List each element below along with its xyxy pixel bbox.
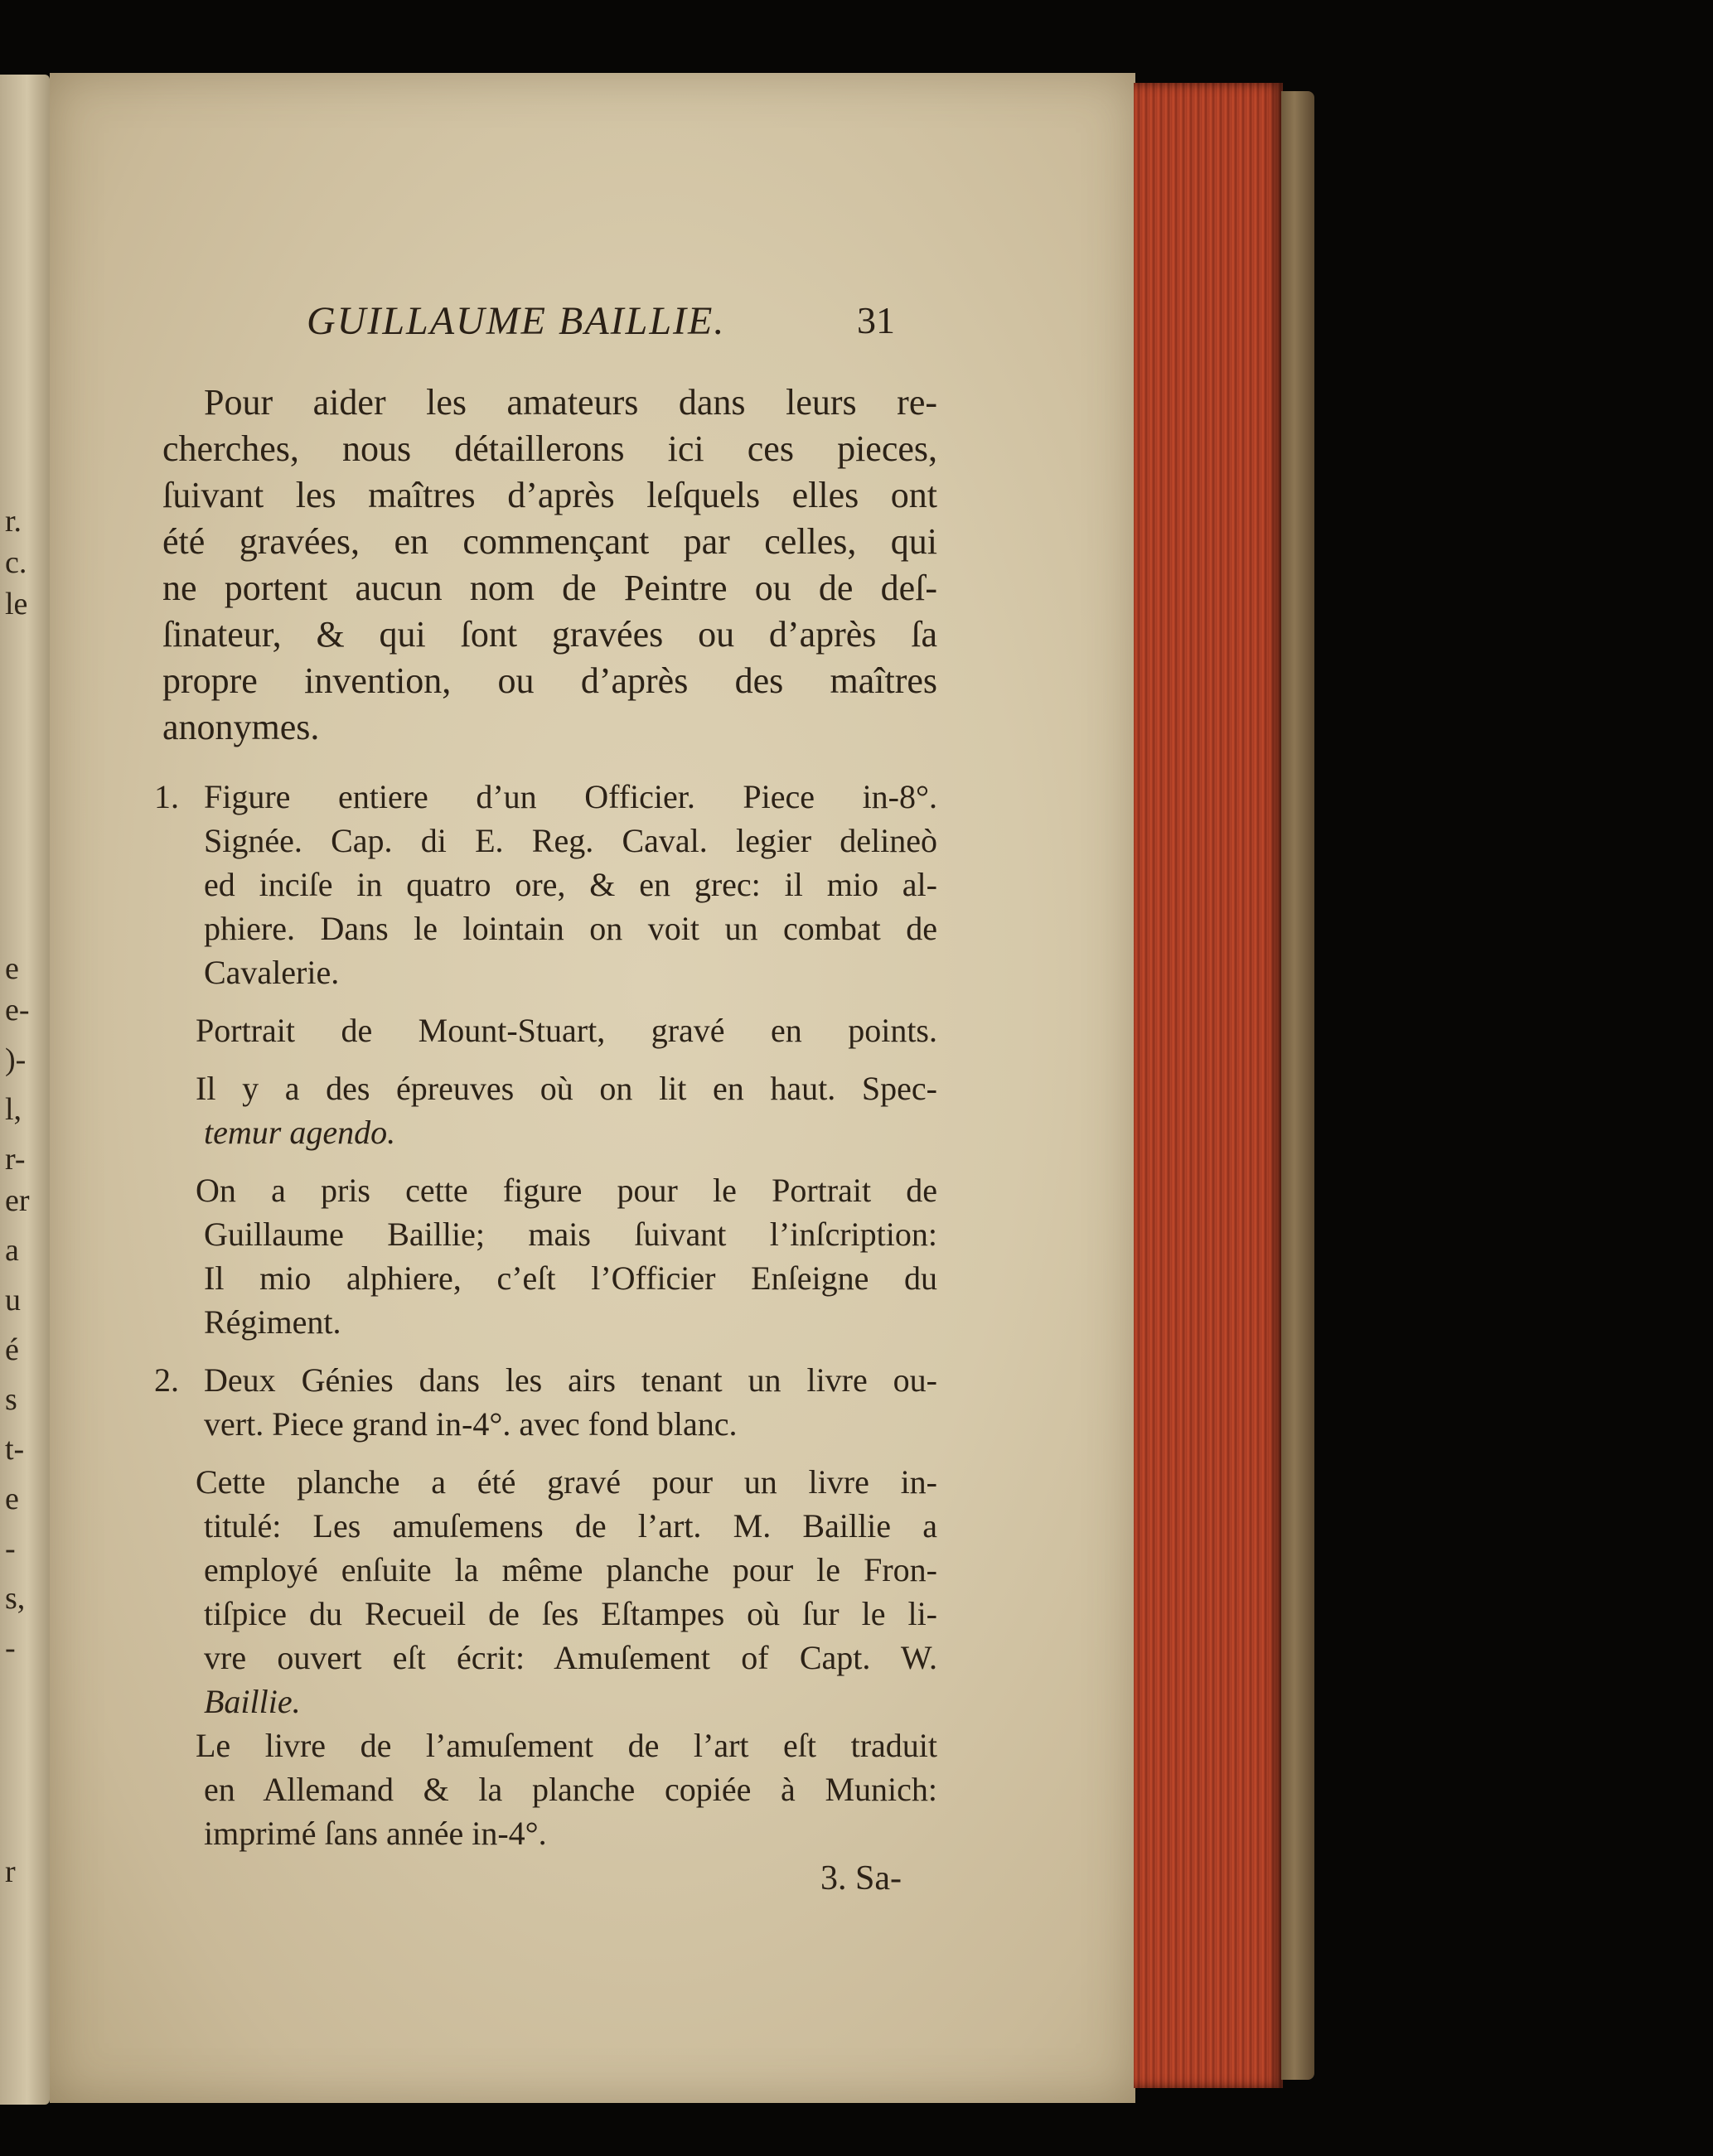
- text-line: phiere. Dans le lointain on voit un combat de: [204, 910, 937, 947]
- text-line: vert. Piece grand in-4°. avec fond blanc.: [204, 1405, 738, 1443]
- text-line: en Allemand & la planche copiée à Munich:: [204, 1771, 937, 1808]
- facing-page-fragment: r-: [5, 1142, 26, 1177]
- facing-page-fragment: e-: [5, 993, 30, 1027]
- text-line: Portrait de Mount-Stuart, gravé en points.: [196, 1012, 937, 1049]
- facing-page-fragment: )-: [5, 1042, 27, 1077]
- text-line: tiſpice du Recueil de ſes Eſtampes où ſur le li-: [204, 1595, 937, 1632]
- facing-page-fragment: r: [5, 1854, 16, 1889]
- catchword: 3. Sa-: [820, 1859, 902, 1897]
- facing-page-fragment: r.: [5, 504, 22, 539]
- item-number: 2.: [154, 1361, 179, 1399]
- facing-page-fragment: é: [5, 1332, 19, 1367]
- text-line: Signée. Cap. di E. Reg. Caval. legier delineò: [204, 822, 937, 859]
- facing-page-fragment: l,: [5, 1092, 22, 1127]
- facing-page-edge: [0, 75, 50, 2105]
- text-line: vre ouvert eſt écrit: Amuſement of Capt. W.: [204, 1639, 937, 1676]
- facing-page-fragment: -: [5, 1631, 16, 1665]
- facing-page-fragment: e: [5, 1482, 19, 1516]
- text-line: Figure entiere d’un Officier. Piece in-8°.: [204, 778, 937, 815]
- page-block-edges: [1134, 83, 1283, 2088]
- text-line: ed inciſe in quatro ore, & en grec: il mio al-: [204, 866, 937, 903]
- text-line: Régiment.: [204, 1303, 341, 1341]
- text-line: Pour aider les amateurs dans leurs re-: [204, 382, 937, 423]
- facing-page-fragment: s: [5, 1382, 17, 1417]
- text-line: ſuivant les maîtres d’après leſquels elles ont: [162, 475, 937, 515]
- facing-page-fragment: s,: [5, 1581, 26, 1616]
- text-line: Il mio alphiere, c’eſt l’Officier Enſeigne du: [204, 1259, 937, 1297]
- facing-page-fragment: -: [5, 1531, 16, 1566]
- item-number: 1.: [154, 778, 179, 815]
- facing-page-fragment: c.: [5, 545, 27, 580]
- facing-page-fragment: a: [5, 1233, 19, 1268]
- text-line: ne portent aucun nom de Peintre ou de deſ-: [162, 568, 937, 608]
- text-line: Baillie.: [204, 1683, 301, 1720]
- text-line: Deux Génies dans les airs tenant un livre ou-: [204, 1361, 937, 1399]
- text-line: imprimé ſans année in-4°.: [204, 1815, 547, 1852]
- text-line: Cavalerie.: [204, 954, 340, 991]
- text-line: Cette planche a été gravé pour un livre in-: [196, 1463, 937, 1501]
- page-number: 31: [857, 299, 895, 341]
- text-line: titulé: Les amuſemens de l’art. M. Baillie a: [204, 1507, 937, 1544]
- text-line: temur agendo.: [204, 1114, 396, 1151]
- text-line: Le livre de l’amuſement de l’art eſt traduit: [196, 1727, 937, 1764]
- text-line: Il y a des épreuves où on lit en haut. Spec-: [196, 1070, 937, 1107]
- running-title: GUILLAUME BAILLIE.: [307, 299, 726, 343]
- text-line: anonymes.: [162, 707, 320, 747]
- book-page: [50, 73, 1135, 2103]
- facing-page-fragment: e: [5, 951, 19, 986]
- facing-page-fragment: u: [5, 1283, 21, 1317]
- text-line: Guillaume Baillie; mais ſuivant l’inſcription:: [204, 1216, 937, 1253]
- text-line: propre invention, ou d’après des maîtres: [162, 660, 937, 701]
- book-spine: [1281, 91, 1314, 2080]
- text-line: été gravées, en commençant par celles, qui: [162, 521, 937, 562]
- text-line: ſinateur, & qui ſont gravées ou d’après ſa: [162, 614, 937, 655]
- text-line: On a pris cette figure pour le Portrait de: [196, 1172, 937, 1209]
- facing-page-fragment: er: [5, 1183, 30, 1218]
- text-line: employé enſuite la même planche pour le Fron-: [204, 1551, 937, 1588]
- text-line: cherches, nous détaillerons ici ces pieces,: [162, 428, 937, 469]
- facing-page-fragment: le: [5, 587, 28, 621]
- facing-page-fragment: t-: [5, 1432, 25, 1467]
